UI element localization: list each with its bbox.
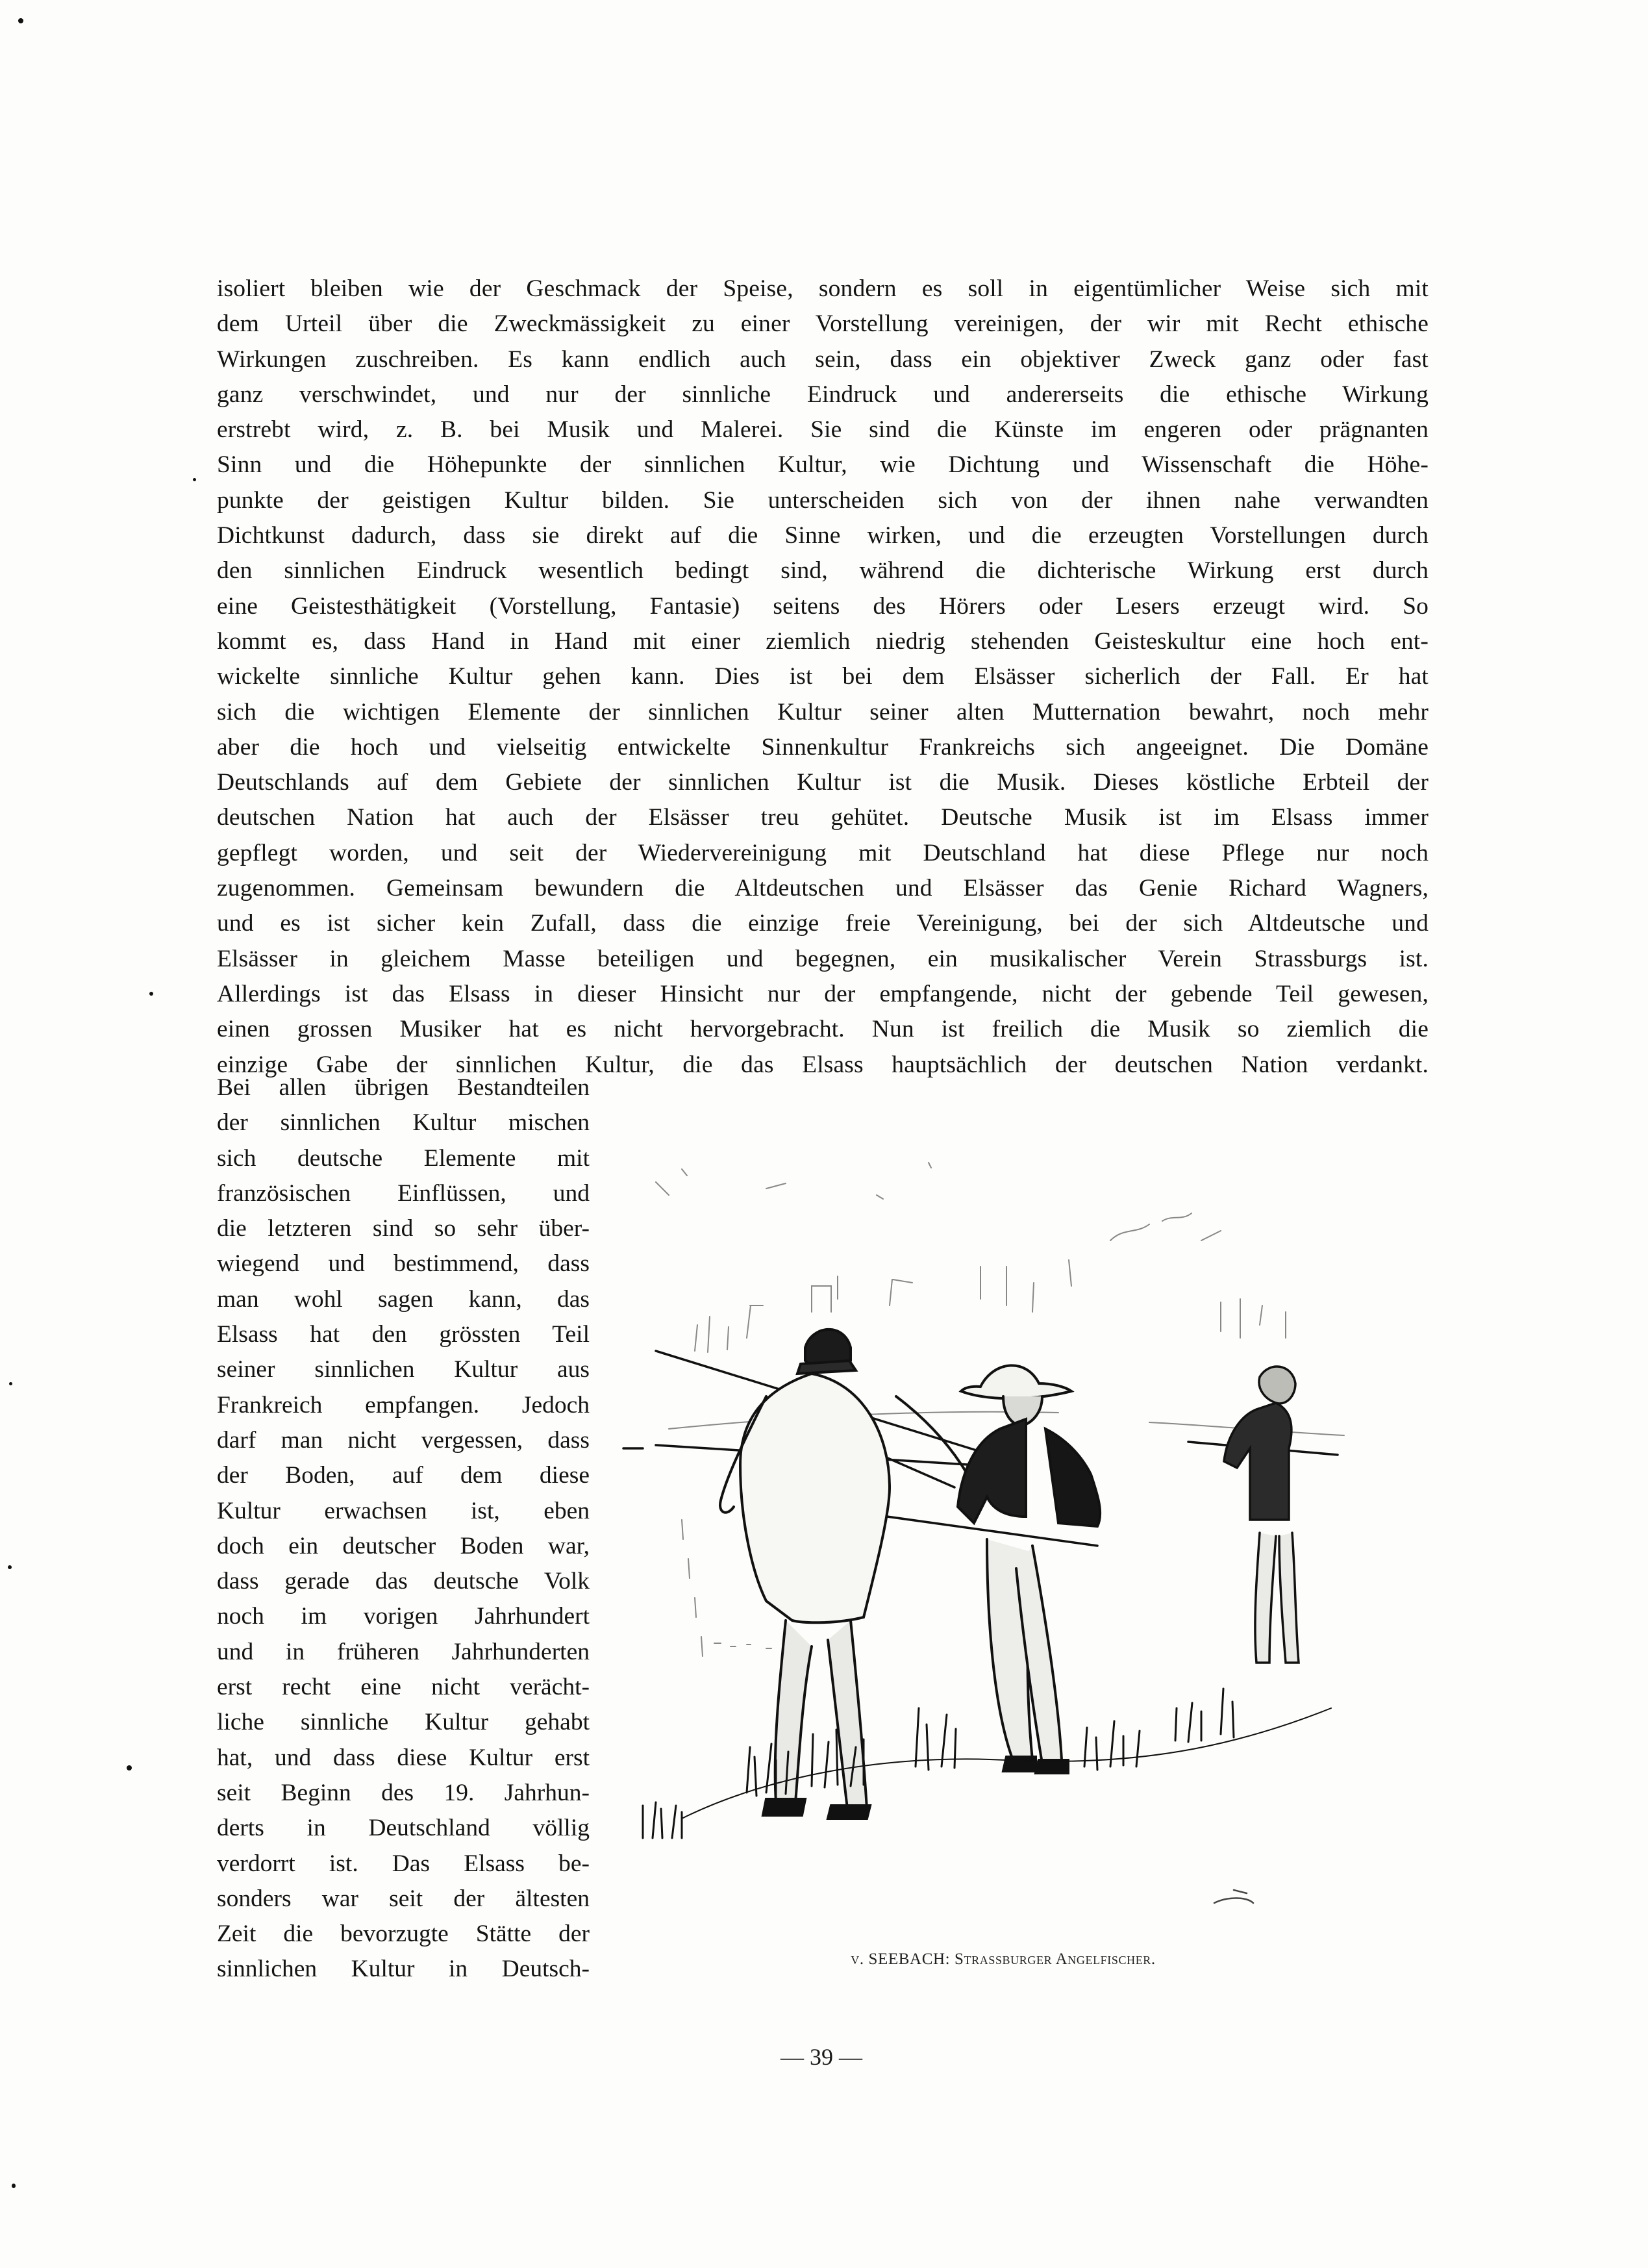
margin-speck: [127, 1765, 132, 1770]
fisher-two: [958, 1365, 1100, 1773]
text-line: verdorrt ist. Das Elsass be-: [217, 1850, 590, 1877]
text-line: sich die wichtigen Elemente der sinnlichen Kultur seiner alten Mutternation bewahrt, noch mehr: [217, 698, 1429, 725]
text-line: man wohl sagen kann, das: [217, 1285, 590, 1313]
margin-speck: [8, 1565, 12, 1569]
text-line: den sinnlichen Eindruck wesentlich bedingt sind, während die dichterische Wirkung erst durch: [217, 557, 1429, 585]
text-line: dass gerade das deutsche Volk: [217, 1568, 590, 1595]
text-line: eine Geistesthätigkeit (Vorstellung, Fantasie) seitens des Hörers oder Lesers erzeugt wird. So: [217, 592, 1429, 620]
text-line: hat, und dass diese Kultur erst: [217, 1744, 590, 1771]
text-line: isoliert bleiben wie der Geschmack der Speise, sondern es soll in eigentümlicher Weise sich mit: [217, 275, 1429, 302]
margin-speck: [193, 478, 196, 481]
text-line: Zeit die bevorzugte Stätte der: [217, 1921, 590, 1948]
text-line: gepflegt worden, und seit der Wiedervereinigung mit Deutschland hat diese Pflege nur noch: [217, 839, 1429, 866]
page-number: — 39 —: [780, 2044, 862, 2070]
text-line: deutschen Nation hat auch der Elsässer treu gehütet. Deutsche Musik ist im Elsass immer: [217, 804, 1429, 831]
text-line: aber die hoch und vielseitig entwickelte Sinnenkultur Frankreichs sich angeeignet. Die Domäne: [217, 733, 1429, 761]
margin-speck: [12, 2184, 16, 2188]
body-paragraph-left-column: [217, 1070, 590, 1987]
text-line: die letzteren sind so sehr über-: [217, 1215, 590, 1242]
text-line: dem Urteil über die Zweckmässigkeit zu einer Vorstellung vereinigen, der wir mit Recht ethische: [217, 310, 1429, 338]
margin-speck: [9, 1382, 12, 1385]
text-line: sonders war seit der ältesten: [217, 1885, 590, 1912]
text-line: französischen Einflüssen, und: [217, 1179, 590, 1207]
text-line: Elsass hat den grössten Teil: [217, 1321, 590, 1348]
figure-caption: v. SEEBACH: Strassburger Angelfischer.: [851, 1950, 1156, 1968]
margin-speck: [149, 992, 153, 996]
text-line: erstrebt wird, z. B. bei Musik und Malerei. Sie sind die Künste im engeren oder prägnanten: [217, 416, 1429, 444]
text-line: Sinn und die Höhepunkte der sinnlichen Kultur, wie Dichtung und Wissenschaft die Höhe-: [217, 451, 1429, 479]
text-line: und es ist sicher kein Zufall, dass die einzige freie Vereinigung, bei der sich Altdeutsche und: [217, 910, 1429, 937]
text-line: sich deutsche Elemente mit: [217, 1144, 590, 1172]
text-line: wiegend und bestimmend, dass: [217, 1250, 590, 1278]
fisher-three: [1224, 1367, 1299, 1663]
text-line: zugenommen. Gemeinsam bewundern die Altdeutschen und Elsässer das Genie Richard Wagners,: [217, 875, 1429, 902]
text-line: darf man nicht vergessen, dass: [217, 1426, 590, 1454]
text-line: punkte der geistigen Kultur bilden. Sie unterscheiden sich von der ihnen nahe verwandten: [217, 486, 1429, 514]
text-line: einen grossen Musiker hat es nicht hervorgebracht. Nun ist freilich die Musik so ziemlich die: [217, 1016, 1429, 1043]
signature-mark: [1214, 1890, 1253, 1903]
fisher-one: [720, 1329, 968, 1819]
text-line: Bei allen übrigen Bestandteilen: [217, 1074, 590, 1101]
text-line: doch ein deutscher Boden war,: [217, 1532, 590, 1559]
text-line: einzige Gabe der sinnlichen Kultur, die das Elsass hauptsächlich der deutschen Nation verdankt.: [217, 1051, 1429, 1078]
text-line: der Boden, auf dem diese: [217, 1462, 590, 1489]
text-line: Dichtkunst dadurch, dass sie direkt auf die Sinne wirken, und die erzeugten Vorstellungen durch: [217, 522, 1429, 549]
text-line: seiner sinnlichen Kultur aus: [217, 1356, 590, 1383]
text-line: Kultur erwachsen ist, eben: [217, 1497, 590, 1524]
text-line: Wirkungen zuschreiben. Es kann endlich auch sein, dass ein objektiver Zweck ganz oder fast: [217, 346, 1429, 373]
illustration-angelfischer: [617, 1091, 1383, 1955]
text-line: seit Beginn des 19. Jahrhun-: [217, 1779, 590, 1806]
text-line: sinnlichen Kultur in Deutsch-: [217, 1956, 590, 1983]
text-line: der sinnlichen Kultur mischen: [217, 1109, 590, 1137]
text-line: Deutschlands auf dem Gebiete der sinnlichen Kultur ist die Musik. Dieses köstliche Erbteil der: [217, 769, 1429, 796]
text-line: wickelte sinnliche Kultur gehen kann. Dies ist bei dem Elsässer sicherlich der Fall. Er hat: [217, 663, 1429, 690]
text-line: Frankreich empfangen. Jedoch: [217, 1391, 590, 1418]
text-line: derts in Deutschland völlig: [217, 1815, 590, 1842]
body-paragraph-full-width: [217, 271, 1429, 1083]
text-line: Allerdings ist das Elsass in dieser Hinsicht nur der empfangende, nicht der gebende Teil gewesen,: [217, 980, 1429, 1007]
text-line: Elsässer in gleichem Masse beteiligen und begegnen, ein musikalischer Verein Strassburgs ist.: [217, 945, 1429, 972]
text-line: kommt es, dass Hand in Hand mit einer ziemlich niedrig stehenden Geisteskultur eine hoch ent-: [217, 627, 1429, 655]
text-line: noch im vorigen Jahrhundert: [217, 1603, 590, 1630]
riverbank-grass: [643, 1689, 1331, 1838]
text-line: ganz verschwindet, und nur der sinnliche Eindruck und andererseits die ethische Wirkung: [217, 381, 1429, 408]
text-line: erst recht eine nicht verächt-: [217, 1674, 590, 1701]
margin-speck: [18, 18, 23, 23]
text-line: liche sinnliche Kultur gehabt: [217, 1709, 590, 1736]
text-line: und in früheren Jahrhunderten: [217, 1638, 590, 1665]
